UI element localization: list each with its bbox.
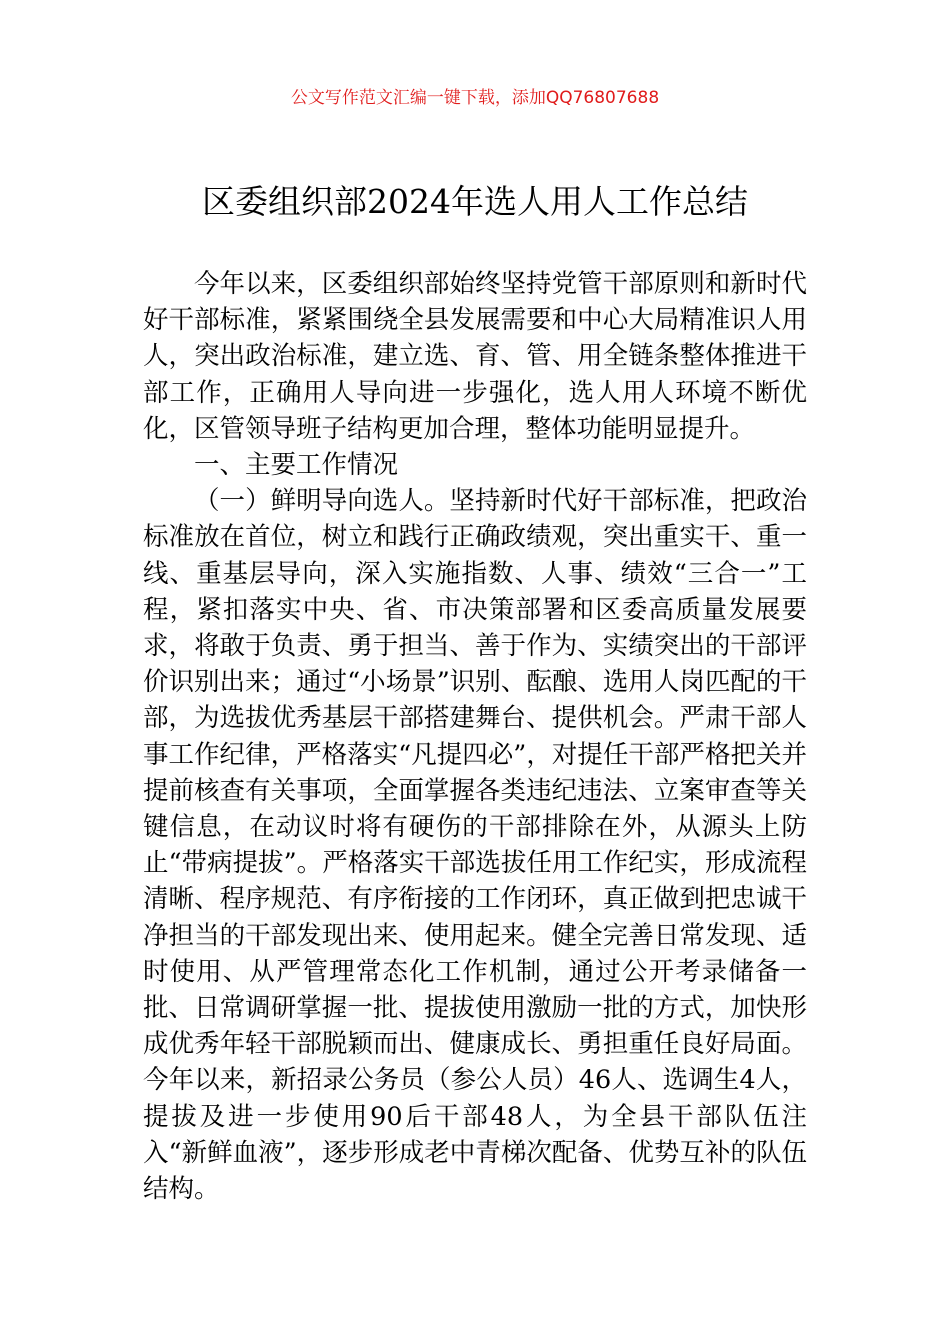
document-body (143, 266, 807, 1207)
intro-paragraph: 今年以来，区委组织部始终坚持党管干部原则和新时代好干部标准，紧紧围绕全县发展需要和中心大局精准识人用人，突出政治标准，建立选、育、管、用全链条整体推进干部工作，正确用人导向进一步强化，选人用人环境不断优化，区管领导班子结构更加合理，整体功能明显提升。 (143, 269, 807, 444)
download-banner[interactable]: 公文写作范文汇编一键下载，添加QQ76807688 (290, 88, 660, 108)
document-title: 区委组织部2024年选人用人工作总结 (202, 182, 748, 221)
subsection-paragraph: （一）鲜明导向选人。坚持新时代好干部标准，把政治标准放在首位，树立和践行正确政绩观，突出重实干、重一线、重基层导向，深入实施指数、人事、绩效“三合一”工程，紧扣落实中央、省、市决策部署和区委高质量发展要求，将敢于负责、勇于担当、善于作为、实绩突出的干部评价识别出来；通过“小场景”识别、酝酿、选用人岗匹配的干部，为选拔优秀基层干部搭建舞台、提供机会。严肃干部人事工作纪律，严格落实“凡提四必”，对提任干部严格把关并提前核查有关事项，全面掌握各类违纪违法、立案审查等关键信息，在动议时将有硬伤的干部排除在外，从源头上防止“带病提拔”。严格落实干部选拔任用工作纪实，形成流程清晰、程序规范、有序衔接的工作闭环，真正做到把忠诚干净担当的干部发现出来、使用起来。健全完善日常发现、适时使用、从严管理常态化工作机制，通过公开考录储备一批、日常调研掌握一批、提拔使用激励一批的方式，加快形成优秀年轻干部脱颖而出、健康成长、勇担重任良好局面。今年以来，新招录公务员（参公人员）46人、选调生4人，提拔及进一步使用90后干部48人，为全县干部队伍注入“新鲜血液”，逐步形成老中青梯次配备、优势互补的队伍结构。 (143, 486, 807, 1205)
section-heading: 一、主要工作情况 (194, 450, 399, 481)
